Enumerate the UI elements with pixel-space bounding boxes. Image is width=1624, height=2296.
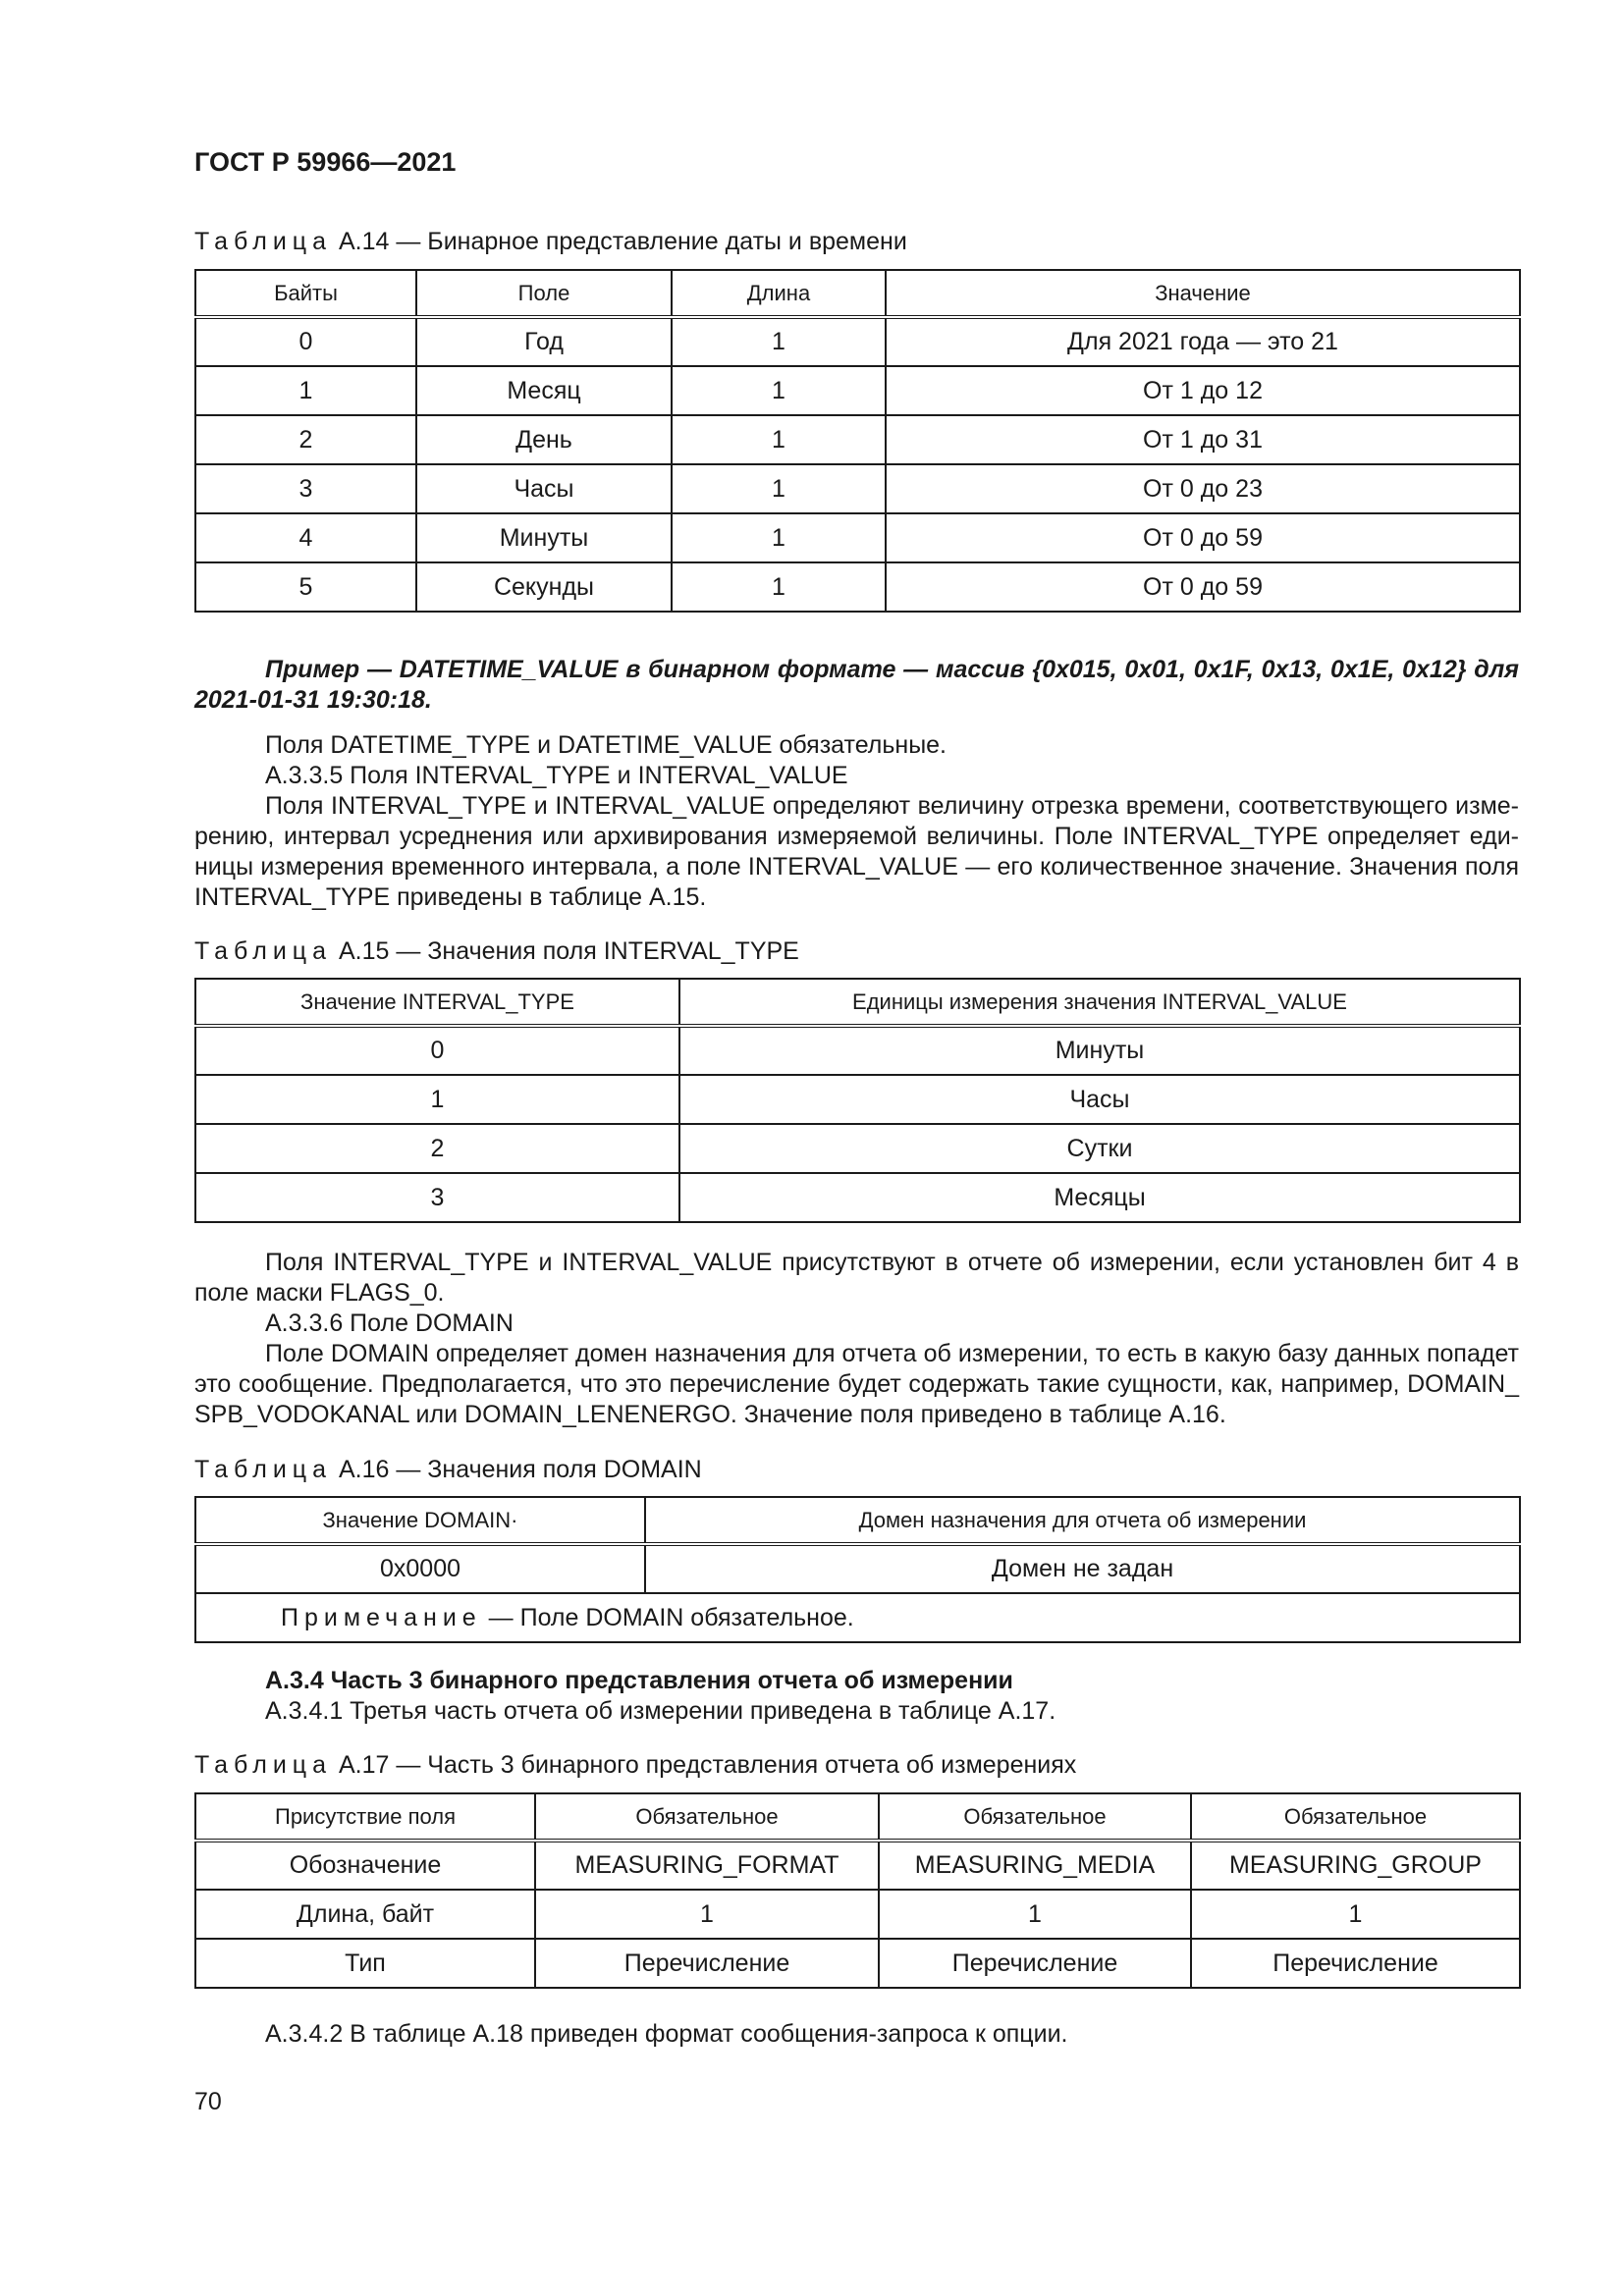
- header-cell: Единицы измерения значения INTERVAL_VALUE: [679, 979, 1520, 1026]
- caption-word: Таблица: [194, 937, 333, 965]
- header-cell: Обязательное: [535, 1793, 879, 1841]
- table-cell: Секунды: [416, 562, 672, 612]
- paragraph: Поля INTERVAL_TYPE и INTERVAL_VALUE присутствуют в отчете об измерении, если установлен бит 4 в поле маски FLAGS_0.: [194, 1249, 1519, 1307]
- table-cell: MEASURING_FORMAT: [535, 1841, 879, 1890]
- table-cell: Месяцы: [679, 1173, 1520, 1222]
- caption-text: А.14 — Бинарное представление даты и времени: [338, 228, 907, 255]
- table-a15-caption: [194, 937, 799, 966]
- caption-text: А.16 — Значения поля DOMAIN: [338, 1456, 702, 1483]
- table-cell: Перечисление: [1191, 1939, 1520, 1988]
- table-a14: [194, 269, 1521, 613]
- table-cell: 0: [195, 1026, 679, 1075]
- note-word: Примечание: [281, 1603, 482, 1631]
- table-cell: Длина, байт: [195, 1890, 535, 1939]
- table-cell: 1: [1191, 1890, 1520, 1939]
- caption-word: Таблица: [194, 1456, 333, 1483]
- table-row: [195, 1075, 1520, 1124]
- table-cell: Для 2021 года — это 21: [886, 317, 1520, 366]
- paragraph: А.3.4.1 Третья часть отчета об измерении приведена в таблице А.17.: [265, 1697, 1056, 1725]
- section-heading-a34: А.3.4 Часть 3 бинарного представления отчета об измерении: [265, 1667, 1013, 1694]
- table-note: [195, 1593, 1520, 1642]
- table-row: [195, 1026, 1520, 1075]
- caption-word: Таблица: [194, 1751, 333, 1779]
- table-cell: Минуты: [416, 513, 672, 562]
- table-a17: [194, 1792, 1521, 1989]
- table-cell: День: [416, 415, 672, 464]
- table-cell: Год: [416, 317, 672, 366]
- table-cell: Перечисление: [535, 1939, 879, 1988]
- table-cell: От 0 до 59: [886, 562, 1520, 612]
- header-cell: Байты: [195, 270, 416, 317]
- header-cell: Присутствие поля: [195, 1793, 535, 1841]
- table-cell: 1: [672, 464, 886, 513]
- table-row: [195, 562, 1520, 612]
- paragraph: Поле DOMAIN определяет домен назначения для отчета об измерении, то есть в какую базу данных попадет это сообщение. Предполагается, что это перечисление будет содержать такие сущности, как, например, DOMAIN_ SPB_VODOKANAL или DOMAIN_LENENERGO. Значение поля приведено в таблице А.16.: [194, 1340, 1519, 1428]
- header-cell: Значение INTERVAL_TYPE: [195, 979, 679, 1026]
- table-cell: 1: [672, 366, 886, 415]
- table-row: [195, 415, 1520, 464]
- header-cell: Обязательное: [879, 1793, 1191, 1841]
- table-cell: Часы: [679, 1075, 1520, 1124]
- header-cell: Поле: [416, 270, 672, 317]
- table-cell: 3: [195, 464, 416, 513]
- header-cell: Значение: [886, 270, 1520, 317]
- section-heading-a335: А.3.3.5 Поля INTERVAL_TYPE и INTERVAL_VALUE: [265, 762, 848, 789]
- table-row: [195, 1841, 1520, 1890]
- table-cell: 2: [195, 1124, 679, 1173]
- table-row: [195, 366, 1520, 415]
- paragraph: Поля DATETIME_TYPE и DATETIME_VALUE обязательные.: [265, 731, 947, 759]
- table-a17-caption: [194, 1751, 1076, 1780]
- header-cell: Обязательное: [1191, 1793, 1520, 1841]
- table-a16-caption: [194, 1456, 702, 1484]
- table-cell: От 1 до 31: [886, 415, 1520, 464]
- caption-text: А.15 — Значения поля INTERVAL_TYPE: [338, 937, 799, 965]
- table-cell: Перечисление: [879, 1939, 1191, 1988]
- table-cell: 0: [195, 317, 416, 366]
- table-cell: Сутки: [679, 1124, 1520, 1173]
- table-cell: От 0 до 23: [886, 464, 1520, 513]
- table-cell: 1: [195, 366, 416, 415]
- table-cell: 1: [879, 1890, 1191, 1939]
- header-cell: Длина: [672, 270, 886, 317]
- table-cell: MEASURING_GROUP: [1191, 1841, 1520, 1890]
- table-row: [195, 1173, 1520, 1222]
- table-cell: Часы: [416, 464, 672, 513]
- table-cell: Минуты: [679, 1026, 1520, 1075]
- header-cell: Значение DOMAIN·: [195, 1497, 645, 1544]
- caption-text: А.17 — Часть 3 бинарного представления отчета об измерениях: [338, 1751, 1077, 1779]
- table-cell: 1: [195, 1075, 679, 1124]
- table-row: [195, 1939, 1520, 1988]
- caption-word: Таблица: [194, 228, 333, 255]
- table-cell: От 0 до 59: [886, 513, 1520, 562]
- table-row: [195, 513, 1520, 562]
- example-text: Пример — DATETIME_VALUE в бинарном формате — массив {0x015, 0x01, 0x1F, 0x13, 0x1E, 0x12} для 2021-01-31 19:30:18.: [194, 656, 1519, 714]
- document-header: ГОСТ Р 59966—2021: [194, 147, 457, 177]
- table-cell: 0x0000: [195, 1544, 645, 1593]
- table-row: [195, 317, 1520, 366]
- table-row: [195, 1544, 1520, 1593]
- table-row: [195, 1124, 1520, 1173]
- table-row: [195, 464, 1520, 513]
- note-text: — Поле DOMAIN обязательное.: [481, 1603, 854, 1631]
- table-cell: 2: [195, 415, 416, 464]
- table-cell: MEASURING_MEDIA: [879, 1841, 1191, 1890]
- table-cell: 1: [672, 317, 886, 366]
- table-cell: Домен не задан: [645, 1544, 1520, 1593]
- table-note-row: [195, 1593, 1520, 1642]
- table-header-row: [195, 1497, 1520, 1544]
- table-cell: 1: [672, 562, 886, 612]
- table-cell: 3: [195, 1173, 679, 1222]
- table-a16: [194, 1496, 1521, 1643]
- table-cell: От 1 до 12: [886, 366, 1520, 415]
- table-cell: 1: [535, 1890, 879, 1939]
- table-a14-caption: [194, 228, 907, 256]
- table-header-row: [195, 1793, 1520, 1841]
- table-cell: Тип: [195, 1939, 535, 1988]
- table-cell: 5: [195, 562, 416, 612]
- table-cell: 4: [195, 513, 416, 562]
- header-cell: Домен назначения для отчета об измерении: [645, 1497, 1520, 1544]
- page-number: 70: [194, 2088, 222, 2115]
- table-a15: [194, 978, 1521, 1223]
- table-cell: 1: [672, 415, 886, 464]
- table-cell: Месяц: [416, 366, 672, 415]
- section-heading-a336: А.3.3.6 Поле DOMAIN: [265, 1309, 514, 1337]
- paragraph: А.3.4.2 В таблице А.18 приведен формат сообщения-запроса к опции.: [265, 2020, 1068, 2048]
- table-row: [195, 1890, 1520, 1939]
- table-cell: 1: [672, 513, 886, 562]
- table-header-row: [195, 270, 1520, 317]
- table-header-row: [195, 979, 1520, 1026]
- paragraph: Поля INTERVAL_TYPE и INTERVAL_VALUE определяют величину отрезка времени, соответствующего измерению, интервал усреднения или архивирования измеряемой величины. Поле INTERVAL_TYPE определяет единицы измерения временного интервала, а поле INTERVAL_VALUE — его количественное значение. Значения поля INTERVAL_TYPE приведены в таблице А.15.: [194, 792, 1519, 911]
- table-cell: Обозначение: [195, 1841, 535, 1890]
